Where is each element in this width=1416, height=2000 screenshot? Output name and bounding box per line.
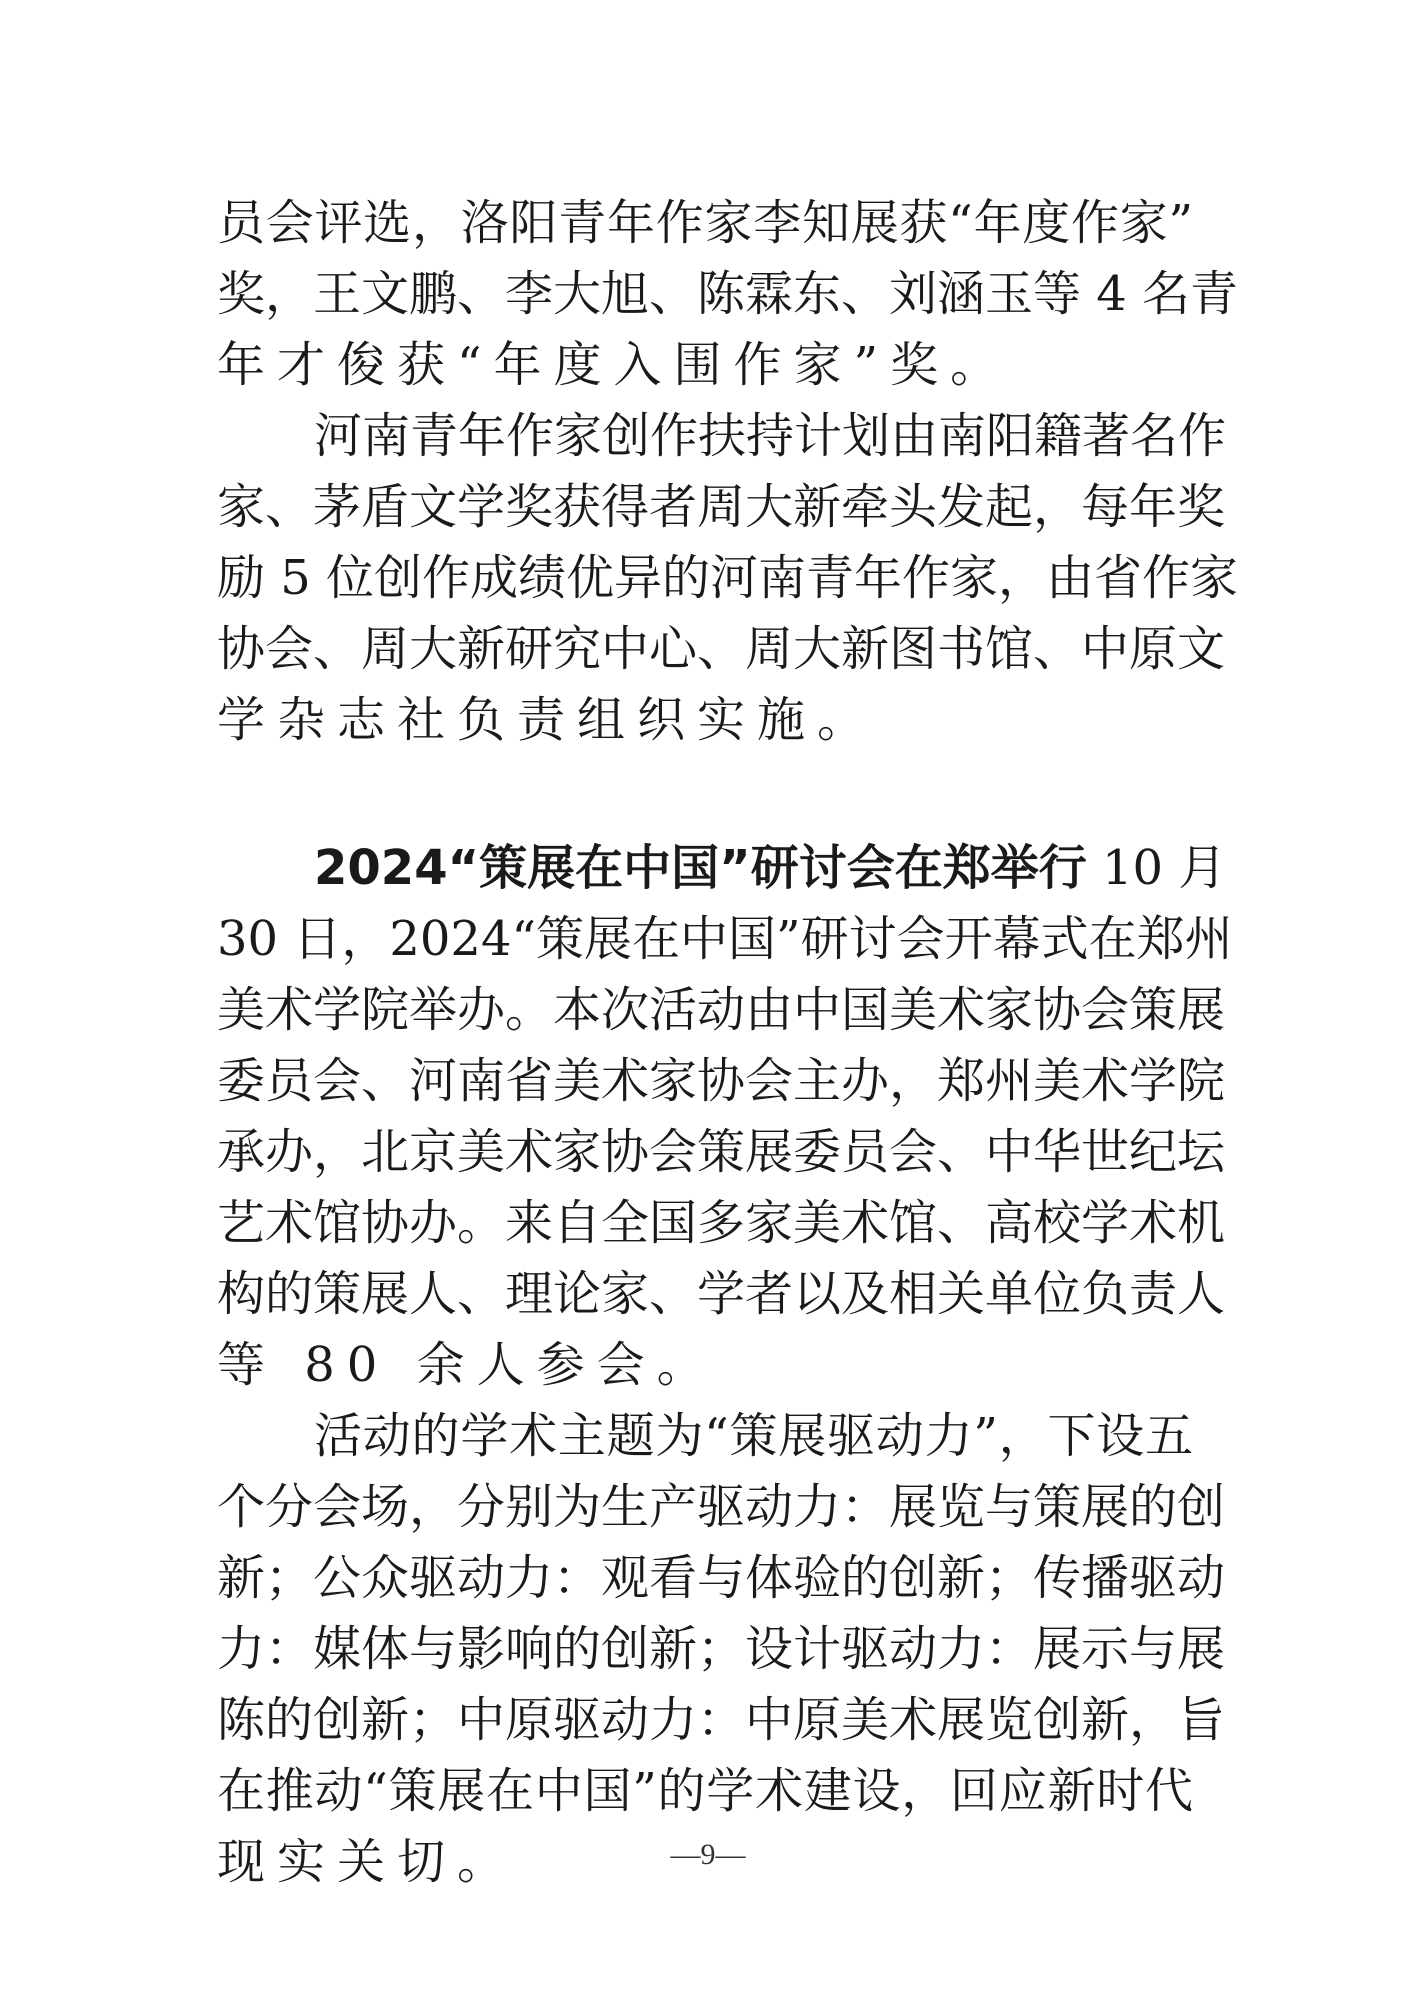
paragraph-curation-symposium bbox=[217, 833, 1233, 1401]
headline-tail-text: 10 月 bbox=[1101, 840, 1227, 896]
text-line: 年才俊获“年度入围作家”奖。 bbox=[217, 337, 1011, 393]
text-line: 承办，北京美术家协会策展委员会、中华世纪坛 bbox=[217, 1124, 1226, 1180]
paragraph-award-results bbox=[217, 188, 1239, 401]
headline-line bbox=[217, 833, 1227, 904]
page-number: —9— bbox=[670, 1838, 746, 1871]
text-line: 现实关切。 bbox=[217, 1834, 518, 1890]
text-line: 等 80 余人参会。 bbox=[217, 1337, 717, 1393]
text-line: 励 5 位创作成绩优异的河南青年作家，由省作家 bbox=[217, 550, 1239, 606]
text-line: 家、茅盾文学奖获得者周大新牵头发起，每年奖 bbox=[217, 479, 1226, 535]
text-line: 委员会、河南省美术家协会主办，郑州美术学院 bbox=[217, 1053, 1226, 1109]
text-line: 学杂志社负责组织实施。 bbox=[217, 692, 878, 748]
text-line: 协会、周大新研究中心、周大新图书馆、中原文 bbox=[217, 621, 1226, 677]
text-line: 河南青年作家创作扶持计划由南阳籍著名作 bbox=[314, 408, 1227, 464]
text-line: 美术学院举办。本次活动由中国美术家协会策展 bbox=[217, 982, 1226, 1038]
paragraph-support-plan bbox=[217, 401, 1239, 756]
text-line: 陈的创新；中原驱动力：中原美术展览创新，旨 bbox=[217, 1692, 1226, 1748]
paragraph-academic-theme bbox=[217, 1401, 1226, 1898]
text-line: 构的策展人、理论家、学者以及相关单位负责人 bbox=[217, 1266, 1226, 1322]
text-line: 个分会场，分别为生产驱动力：展览与策展的创 bbox=[217, 1479, 1226, 1535]
text-line: 新；公众驱动力：观看与体验的创新；传播驱动 bbox=[217, 1550, 1226, 1606]
text-line: 员会评选，洛阳青年作家李知展获“年度作家” bbox=[217, 195, 1193, 251]
text-line: 30 日，2024“策展在中国”研讨会开幕式在郑州 bbox=[217, 911, 1233, 967]
text-line: 奖，王文鹏、李大旭、陈霖东、刘涵玉等 4 名青 bbox=[217, 266, 1239, 322]
section-gap bbox=[217, 756, 1193, 833]
document-page bbox=[217, 188, 1239, 1898]
text-line: 活动的学术主题为“策展驱动力”，下设五 bbox=[314, 1408, 1193, 1464]
text-line: 力：媒体与影响的创新；设计驱动力：展示与展 bbox=[217, 1621, 1226, 1677]
text-line: 艺术馆协办。来自全国多家美术馆、高校学术机 bbox=[217, 1195, 1226, 1251]
news-headline: 2024“策展在中国”研讨会在郑举行 bbox=[314, 840, 1087, 896]
text-line: 在推动“策展在中国”的学术建设，回应新时代 bbox=[217, 1763, 1193, 1819]
